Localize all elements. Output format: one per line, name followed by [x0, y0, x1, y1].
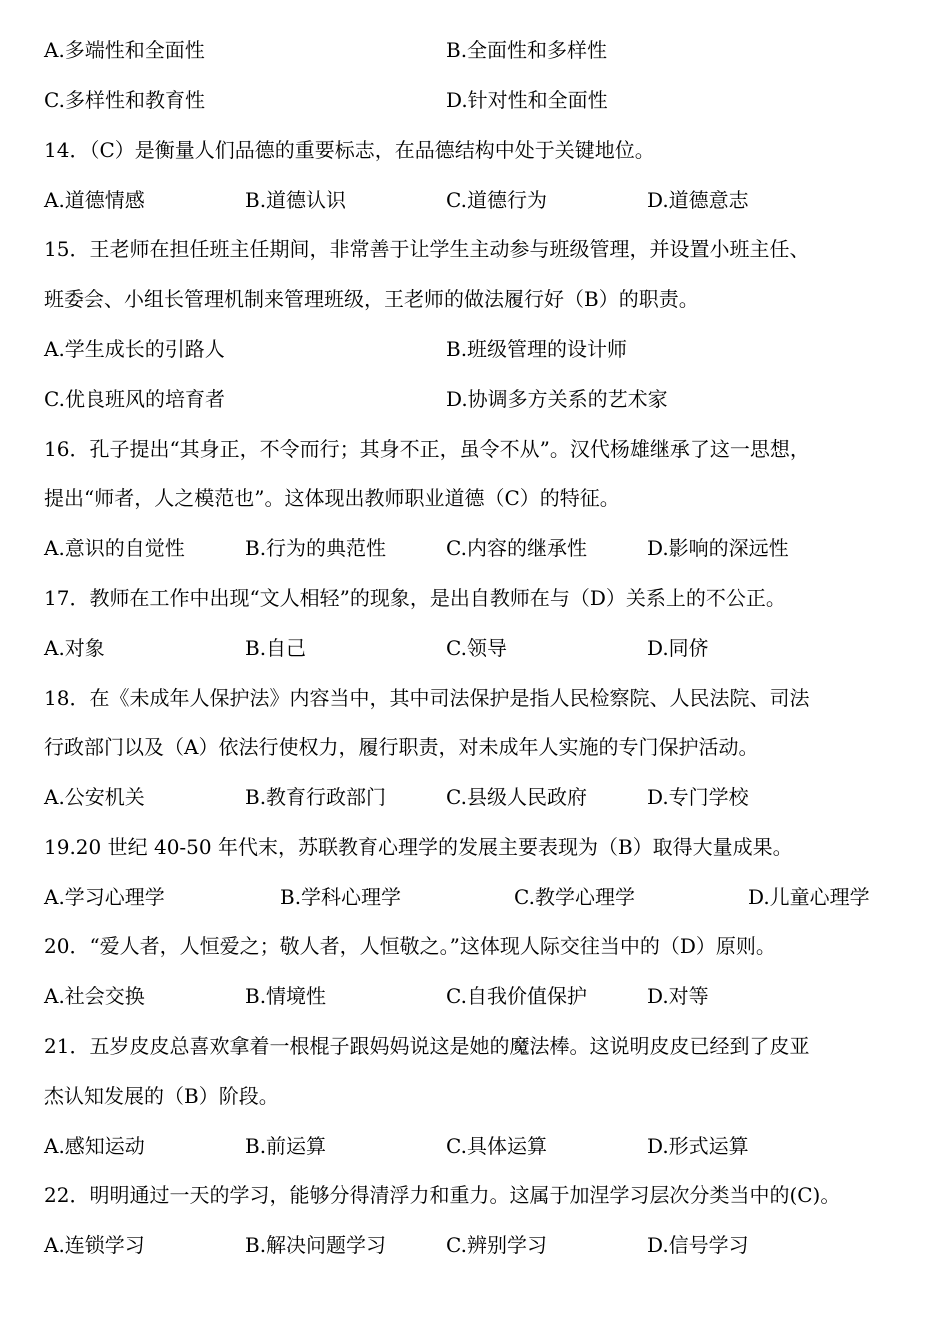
question-text: 20．“爱人者，人恒爱之；敬人者，人恒敬之。”这体现人际交往当中的（D）原则。: [44, 934, 776, 958]
option-b: B.道德认识: [245, 188, 347, 212]
options-row: [44, 85, 916, 115]
option-c: C.道德行为: [446, 188, 547, 212]
options-row: [44, 384, 916, 414]
question-15-cont: [44, 284, 916, 314]
option-c: C.优良班风的培育者: [44, 387, 225, 411]
option-d: D.形式运算: [647, 1134, 749, 1158]
option-d: D.协调多方关系的艺术家: [446, 387, 668, 411]
question-20: [44, 931, 916, 961]
options-row: [44, 35, 916, 65]
option-b: B.自己: [245, 636, 307, 660]
question-18-cont: [44, 732, 916, 762]
option-c: C.教学心理学: [514, 885, 635, 909]
question-text: 19.20 世纪 40-50 年代末，苏联教育心理学的发展主要表现为（B）取得大量成果。: [44, 835, 793, 859]
option-d: D.同侪: [647, 636, 709, 660]
option-b: B.教育行政部门: [245, 785, 387, 809]
option-d: D.专门学校: [647, 785, 749, 809]
question-18: [44, 683, 916, 713]
option-c: C.自我价值保护: [446, 984, 587, 1008]
option-a: A.社会交换: [44, 984, 145, 1008]
option-c: C.县级人民政府: [446, 785, 587, 809]
question-text: 18．在《未成年人保护法》内容当中，其中司法保护是指人民检察院、人民法院、司法: [44, 686, 810, 710]
question-16: [44, 434, 916, 464]
options-row: [44, 185, 916, 215]
option-d: D.信号学习: [647, 1233, 749, 1257]
options-row: [44, 334, 916, 364]
option-b: B.全面性和多样性: [446, 38, 608, 62]
question-text: 14．（C）是衡量人们品德的重要标志，在品德结构中处于关键地位。: [44, 138, 655, 162]
option-a: A.公安机关: [44, 785, 145, 809]
question-text: 16．孔子提出“其身正，不令而行；其身不正，虽令不从”。汉代杨雄继承了这一思想，: [44, 437, 810, 461]
option-d: D.影响的深远性: [647, 536, 789, 560]
option-a: A.道德情感: [44, 188, 145, 212]
options-row: [44, 633, 916, 663]
option-c: C.具体运算: [446, 1134, 547, 1158]
question-21: [44, 1031, 916, 1061]
options-row: [44, 782, 916, 812]
question-text: 杰认知发展的（B）阶段。: [44, 1084, 279, 1108]
option-a: A.对象: [44, 636, 105, 660]
question-16-cont: [44, 483, 916, 513]
option-a: A.感知运动: [44, 1134, 145, 1158]
option-d: D.对等: [647, 984, 709, 1008]
question-19: [44, 832, 916, 862]
options-row: [44, 1131, 916, 1161]
question-text: 22．明明通过一天的学习，能够分得清浮力和重力。这属于加涅学习层次分类当中的(C)。: [44, 1183, 841, 1207]
option-d: D.道德意志: [647, 188, 749, 212]
option-b: B.情境性: [245, 984, 327, 1008]
question-text: 提出“师者，人之模范也”。这体现出教师职业道德（C）的特征。: [44, 486, 620, 510]
option-c: C.多样性和教育性: [44, 88, 205, 112]
question-21-cont: [44, 1081, 916, 1111]
option-d: D.针对性和全面性: [446, 88, 608, 112]
option-c: C.内容的继承性: [446, 536, 587, 560]
question-22: [44, 1180, 916, 1210]
option-b: B.前运算: [245, 1134, 327, 1158]
option-d: D.儿童心理学: [748, 885, 870, 909]
options-row: [44, 533, 916, 563]
options-row: [44, 981, 916, 1011]
option-c: C.辨别学习: [446, 1233, 547, 1257]
option-a: A.连锁学习: [44, 1233, 145, 1257]
question-text: 21．五岁皮皮总喜欢拿着一根棍子跟妈妈说这是她的魔法棒。这说明皮皮已经到了皮亚: [44, 1034, 810, 1058]
option-a: A.多端性和全面性: [44, 38, 205, 62]
options-row: [44, 882, 916, 912]
question-text: 15．王老师在担任班主任期间，非常善于让学生主动参与班级管理，并设置小班主任、: [44, 237, 810, 261]
question-15: [44, 234, 916, 264]
option-b: B.班级管理的设计师: [446, 337, 628, 361]
options-row: [44, 1230, 916, 1260]
option-b: B.行为的典范性: [245, 536, 387, 560]
question-text: 班委会、小组长管理机制来管理班级，王老师的做法履行好（B）的职责。: [44, 287, 699, 311]
question-14: [44, 135, 916, 165]
question-text: 17．教师在工作中出现“文人相轻”的现象，是出自教师在与（D）关系上的不公正。: [44, 586, 786, 610]
option-a: A.学习心理学: [44, 885, 165, 909]
option-a: A.意识的自觉性: [44, 536, 185, 560]
option-c: C.领导: [446, 636, 507, 660]
question-17: [44, 583, 916, 613]
question-text: 行政部门以及（A）依法行使权力，履行职责，对未成年人实施的专门保护活动。: [44, 735, 759, 759]
option-b: B.解决问题学习: [245, 1233, 387, 1257]
option-a: A.学生成长的引路人: [44, 337, 225, 361]
option-b: B.学科心理学: [280, 885, 402, 909]
